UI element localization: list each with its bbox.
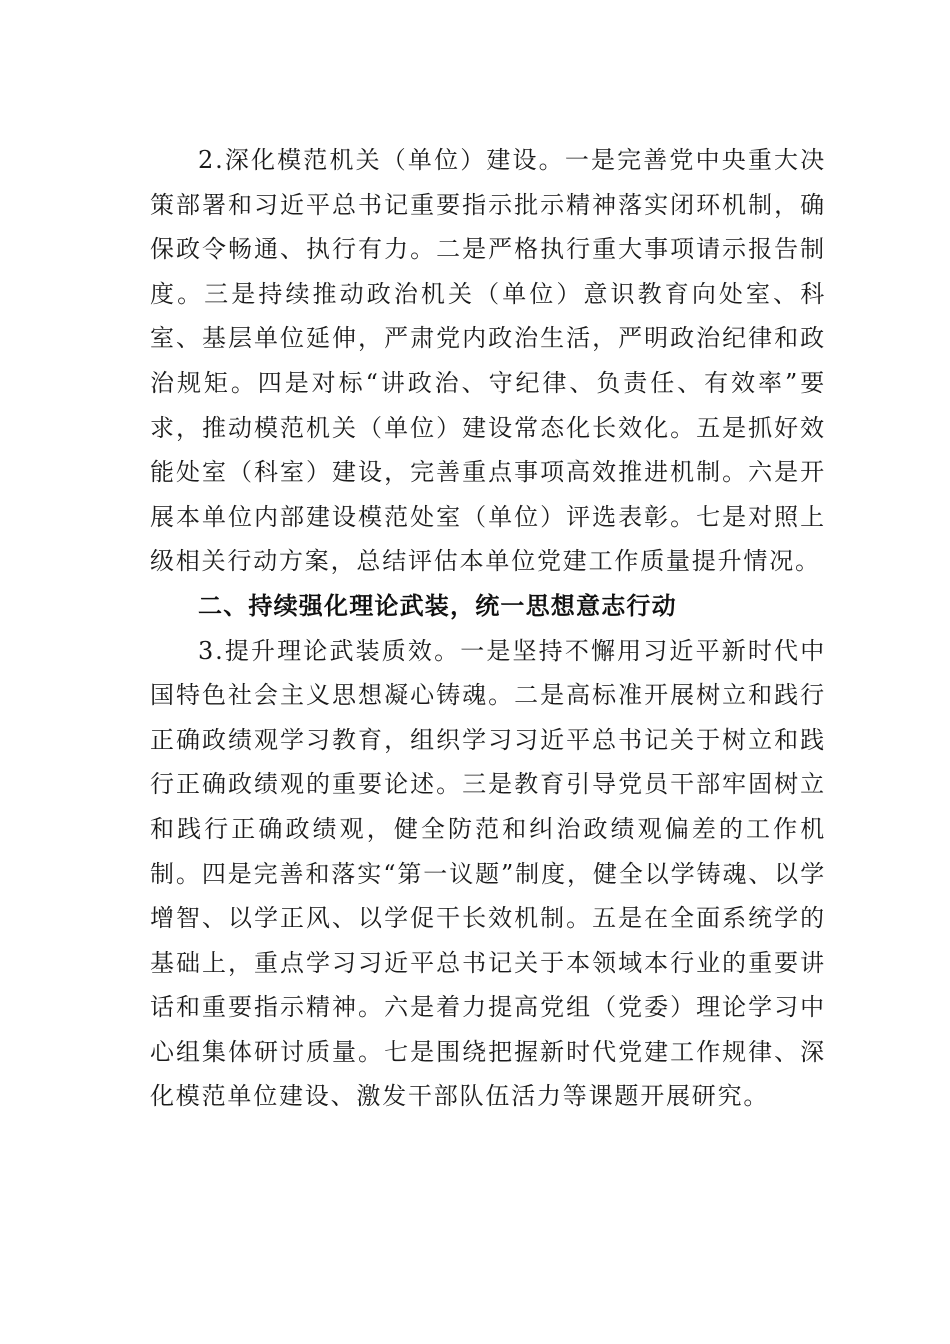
paragraph-theory-armament-effectiveness: 3.提升理论武装质效。一是坚持不懈用习近平新时代中国特色社会主义思想凝心铸魂。二是高标准开展树立和践行正确政绩观学习教育，组织学习习近平总书记关于树立和践行正确政绩观的重要论述。三是教育引导党员干部牢固树立和践行正确政绩观，健全防范和纠治政绩观偏差的工作机制。四是完善和落实“第一议题”制度，健全以学铸魂、以学增智、以学正风、以学促干长效机制。五是在全面系统学的基础上，重点学习习近平总书记关于本领域本行业的重要讲话和重要指示精神。六是着力提高党组（党委）理论学习中心组集体研讨质量。七是围绕把握新时代党建工作规律、深化模范单位建设、激发干部队伍活力等课题开展研究。 bbox=[150, 636, 826, 1111]
paragraph-model-organ-building: 2.深化模范机关（单位）建设。一是完善党中央重大决策部署和习近平总书记重要指示批示精神落实闭环机制，确保政令畅通、执行有力。二是严格执行重大事项请示报告制度。三是持续推动政治机关（单位）意识教育向处室、科室、基层单位延伸，严肃党内政治生活，严明政治纪律和政治规矩。四是对标“讲政治、守纪律、负责任、有效率”要求，推动模范机关（单位）建设常态化长效化。五是抓好效能处室（科室）建设，完善重点事项高效推进机制。六是开展本单位内部建设模范处室（单位）评选表彰。七是对照上级相关行动方案，总结评估本单位党建工作质量提升情况。 bbox=[150, 146, 826, 576]
document-body bbox=[150, 138, 826, 1119]
section-heading-theory-armament: 二、持续强化理论武装，统一思想意志行动 bbox=[198, 591, 677, 620]
